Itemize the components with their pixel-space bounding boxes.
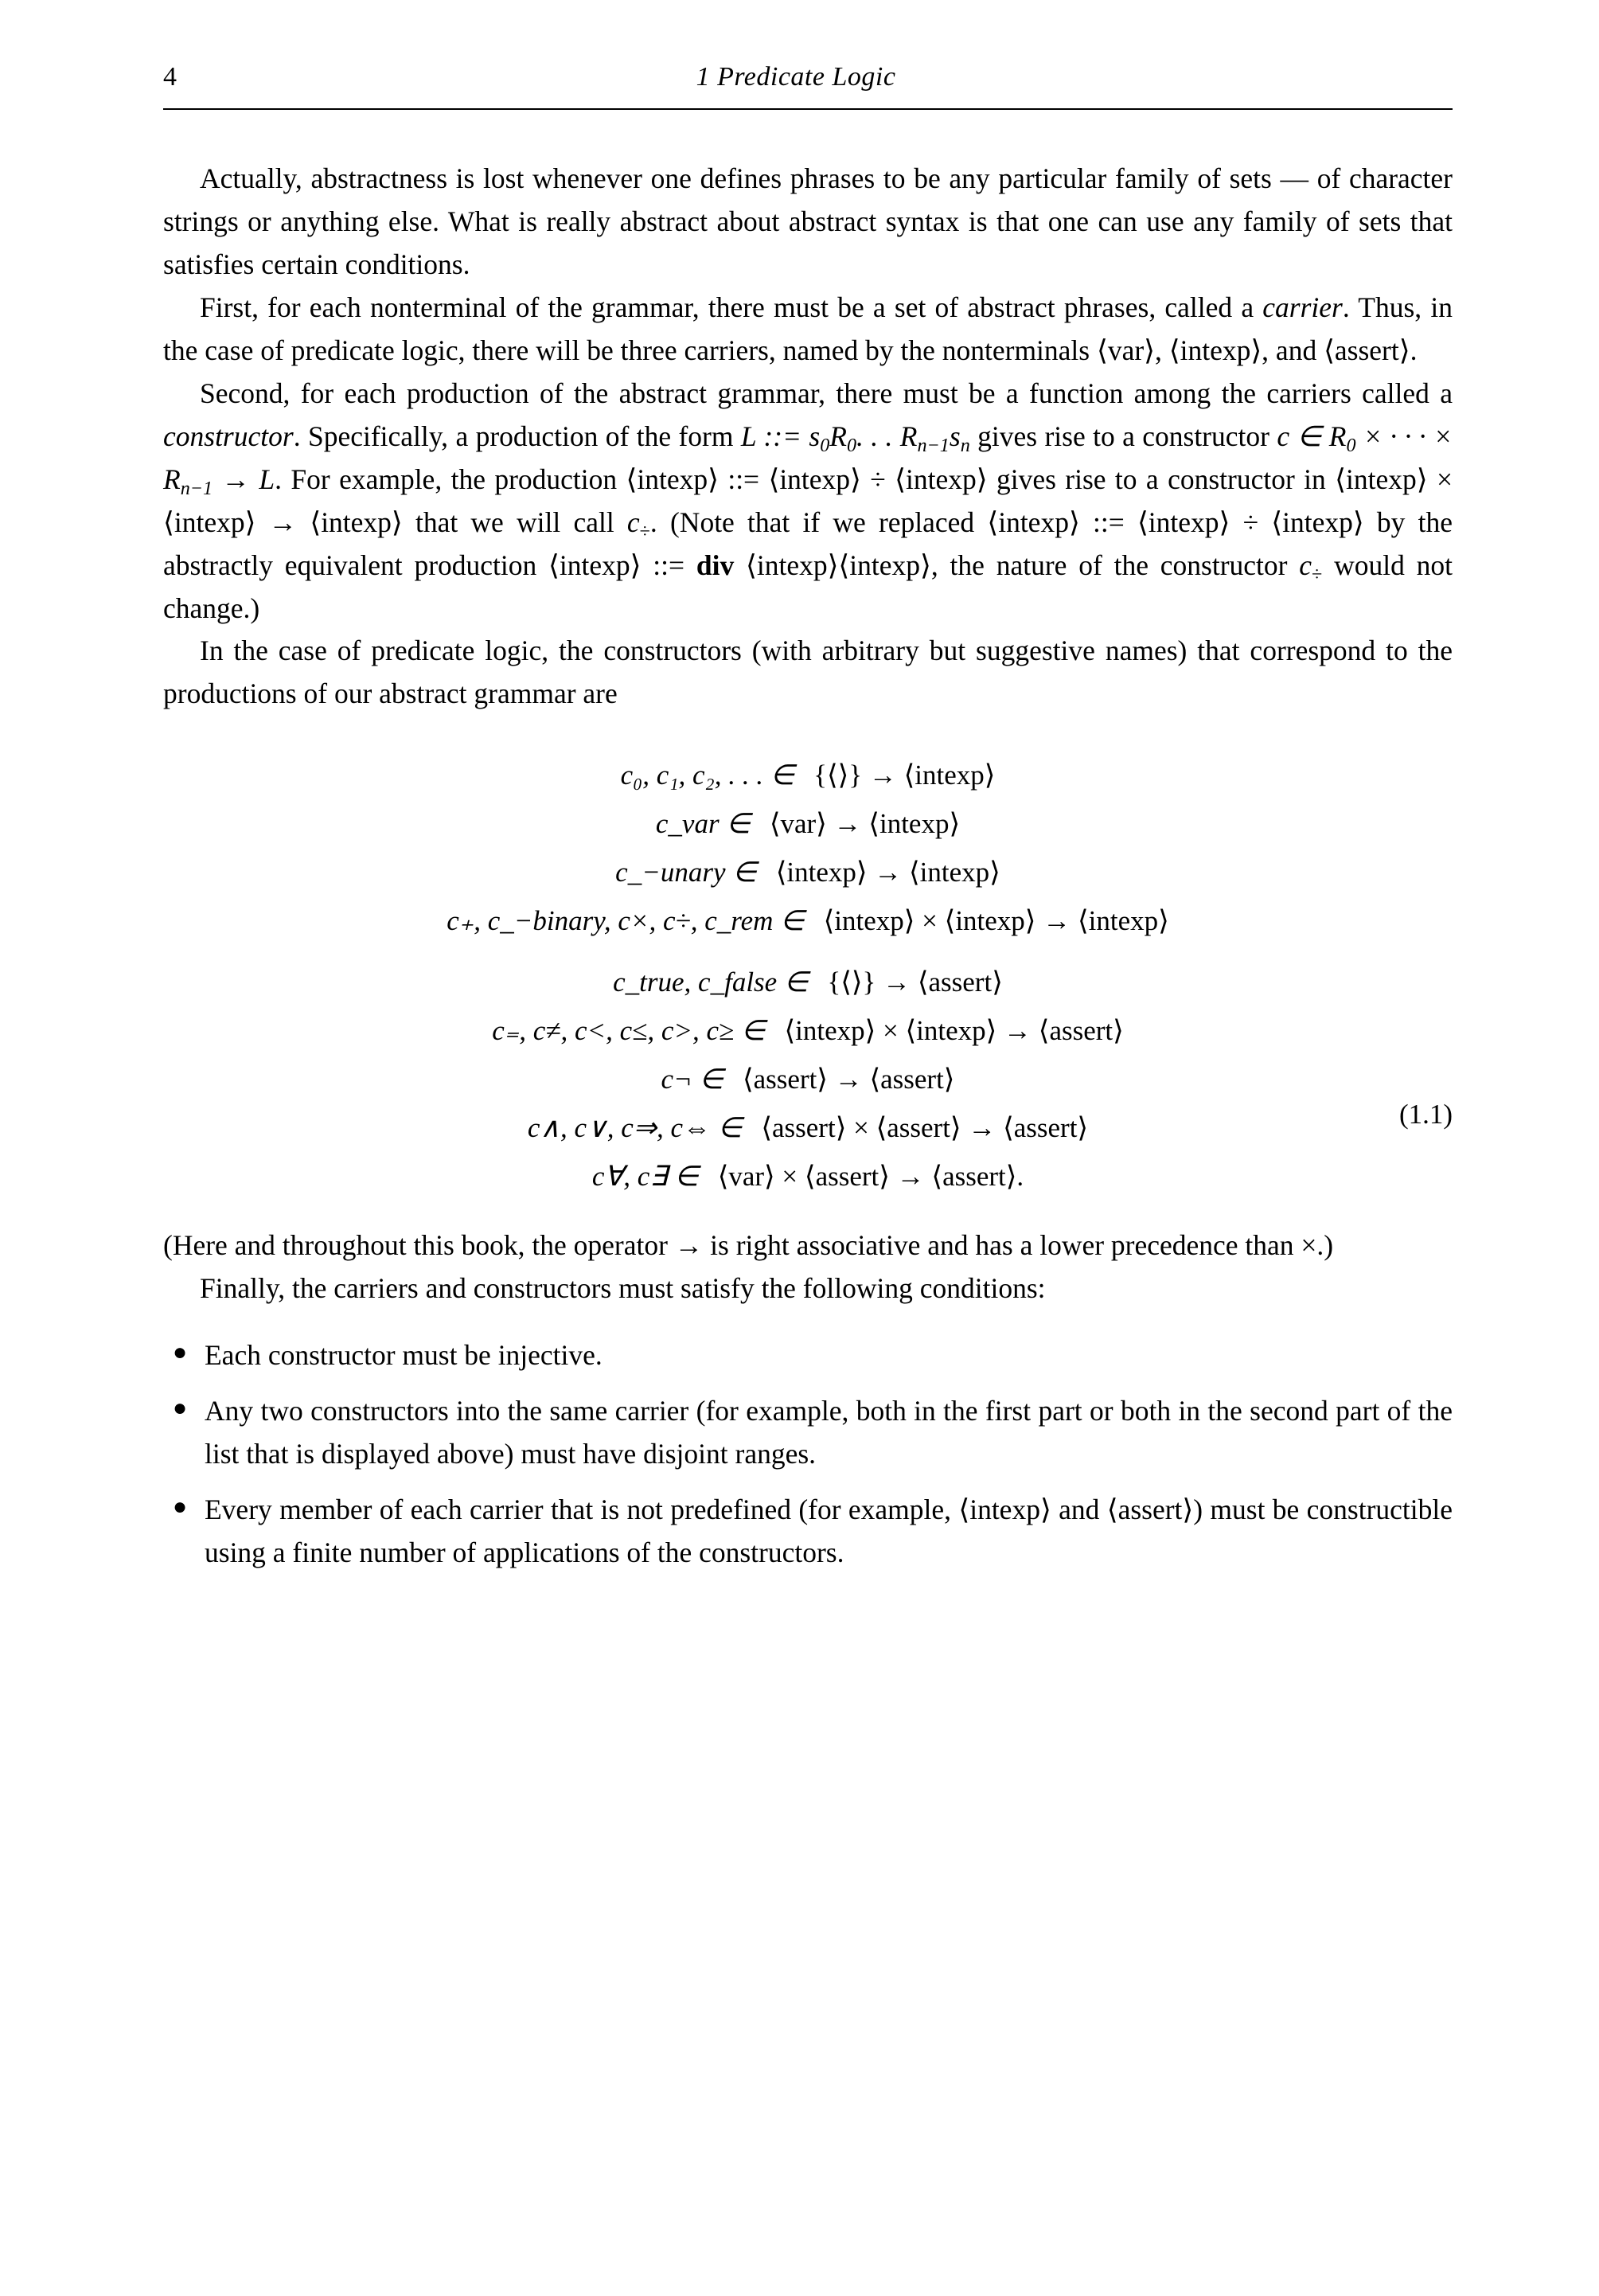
equation-lhs: c_−unary ∈ bbox=[615, 857, 757, 888]
bullet-icon: ● bbox=[173, 1339, 188, 1366]
formula-ct-part2: × · · · × R bbox=[163, 420, 1453, 495]
equation-rhs: ⟨intexp⟩ × ⟨intexp⟩ → ⟨intexp⟩ bbox=[823, 905, 1169, 937]
p3-text-c: gives rise to a constructor bbox=[969, 420, 1277, 452]
equation-lhs: c₀, c₁, c₂, . . . ∈ bbox=[620, 759, 795, 791]
equation-rhs: ⟨assert⟩ × ⟨assert⟩ → ⟨assert⟩ bbox=[761, 1112, 1089, 1144]
paragraph-1: Actually, abstractness is lost whenever one defines phrases to be any particular family of sets — of character strings or anything else. What is really abstract about abstract syntax is that one can use any family of sets that satisfies certain conditions. bbox=[163, 162, 1453, 280]
running-head bbox=[163, 62, 1453, 97]
equation-rhs: ⟨var⟩ → ⟨intexp⟩ bbox=[769, 808, 961, 840]
page-number: 4 bbox=[163, 62, 177, 92]
formula-ct-sub2: n−1 bbox=[180, 477, 213, 499]
equation-rhs: {⟨⟩} → ⟨intexp⟩ bbox=[813, 759, 996, 791]
equation-line bbox=[163, 896, 1453, 945]
running-title: 1 Predicate Logic bbox=[696, 62, 896, 92]
p3-text-b: . Specifically, a production of the form bbox=[293, 420, 741, 452]
equation-lhs: c_var ∈ bbox=[655, 808, 751, 840]
formula-ct-part1: c ∈ R bbox=[1277, 420, 1347, 452]
p2-text-b: . Thus, in the case of predicate logic, there will be three carriers, named by the nonterminals ⟨var⟩, ⟨intexp⟩, and ⟨assert⟩. bbox=[163, 291, 1453, 366]
list-item bbox=[163, 1489, 1453, 1575]
formula-production-part3: . . . R bbox=[856, 420, 918, 452]
paragraph-2 bbox=[163, 287, 1453, 373]
formula-production-part2: R bbox=[829, 420, 847, 452]
p3-text-g: would not change.) bbox=[163, 549, 1453, 624]
equation-rhs: ⟨var⟩ × ⟨assert⟩ → ⟨assert⟩. bbox=[717, 1161, 1024, 1193]
formula-cdiv-sub-2: ÷ bbox=[1312, 563, 1323, 585]
term-constructor: constructor bbox=[163, 420, 294, 452]
equation-rhs: ⟨assert⟩ → ⟨assert⟩ bbox=[742, 1064, 955, 1095]
formula-cdiv-letter-2: c bbox=[1299, 549, 1312, 581]
equation-line bbox=[163, 799, 1453, 848]
p2-text-a: First, for each nonterminal of the grammar, there must be a set of abstract phrases, called a bbox=[200, 291, 1263, 323]
list-item bbox=[163, 1334, 1453, 1377]
equation-lhs: c_true, c_false ∈ bbox=[613, 966, 809, 998]
formula-production-sub4: n bbox=[960, 434, 970, 456]
p3-text-f: ⟨intexp⟩⟨intexp⟩, the nature of the constructor bbox=[734, 549, 1300, 581]
formula-c-div-2 bbox=[1299, 549, 1323, 585]
bullet-icon: ● bbox=[173, 1395, 188, 1422]
equation-rhs: ⟨intexp⟩ × ⟨intexp⟩ → ⟨assert⟩ bbox=[784, 1015, 1124, 1047]
bullet-icon: ● bbox=[173, 1494, 188, 1521]
equation-line bbox=[163, 751, 1453, 799]
formula-ct-sub1: 0 bbox=[1346, 434, 1356, 456]
formula-production-part1: L ::= s bbox=[740, 420, 821, 452]
formula-production bbox=[740, 420, 970, 456]
keyword-div: div bbox=[696, 549, 735, 581]
equation-line bbox=[163, 958, 1453, 1006]
paragraph-6: Finally, the carriers and constructors must satisfy the following conditions: bbox=[200, 1272, 1046, 1305]
equation-line bbox=[163, 1152, 1453, 1201]
display-equation bbox=[163, 751, 1453, 1201]
equation-lhs: c∧, c∨, c⇒, c⇔ ∈ bbox=[527, 1112, 743, 1144]
formula-production-sub1: 0 bbox=[820, 434, 830, 456]
list-item-text: Every member of each carrier that is not predefined (for example, ⟨intexp⟩ and ⟨assert⟩) must be constructible using a finite number of applications of the constructors. bbox=[205, 1494, 1453, 1569]
equation-rhs: {⟨⟩} → ⟨assert⟩ bbox=[827, 966, 1003, 998]
formula-production-sub3: n−1 bbox=[917, 434, 950, 456]
equation-gap bbox=[163, 945, 1453, 958]
p3-text-d: . For example, the production ⟨intexp⟩ ::= ⟨intexp⟩ ÷ ⟨intexp⟩ gives rise to a constructor in ⟨intexp⟩ × ⟨intexp⟩ → ⟨intexp⟩ that we will call bbox=[163, 463, 1453, 538]
p3-text-a: Second, for each production of the abstract grammar, there must be a function among the carriers called a bbox=[200, 377, 1453, 409]
equation-lhs: c¬ ∈ bbox=[661, 1064, 723, 1095]
equation-number: (1.1) bbox=[1398, 1099, 1453, 1130]
term-carrier: carrier bbox=[1262, 291, 1343, 323]
formula-c-div-1 bbox=[626, 506, 650, 542]
equation-line bbox=[163, 1006, 1453, 1055]
formula-production-part4: s bbox=[949, 420, 961, 452]
equation-rhs: ⟨intexp⟩ → ⟨intexp⟩ bbox=[775, 857, 1000, 888]
conditions-list bbox=[163, 1334, 1453, 1575]
equation-line bbox=[163, 1103, 1453, 1152]
paragraph-5: (Here and throughout this book, the operator → is right associative and has a lower precedence than ×.) bbox=[163, 1229, 1334, 1262]
p3-text-e: . (Note that if we replaced ⟨intexp⟩ ::= ⟨intexp⟩ ÷ ⟨intexp⟩ by the abstractly equivalent production ⟨intexp⟩ ::= bbox=[163, 506, 1453, 581]
list-item bbox=[163, 1390, 1453, 1476]
equation-lhs: c₊, c_−binary, c×, c÷, c_rem ∈ bbox=[447, 905, 805, 937]
formula-production-sub2: 0 bbox=[846, 434, 856, 456]
list-item-text: Any two constructors into the same carrier (for example, both in the first part or both in the second part of the list that is displayed above) must have disjoint ranges. bbox=[205, 1395, 1453, 1470]
header-rule bbox=[163, 108, 1453, 110]
equation-lhs: c∀, c∃ ∈ bbox=[591, 1161, 699, 1193]
page-content bbox=[163, 62, 1453, 1587]
formula-cdiv-letter-1: c bbox=[626, 506, 640, 538]
equation-line bbox=[163, 1055, 1453, 1103]
formula-cdiv-sub-1: ÷ bbox=[639, 520, 650, 542]
paragraph-3 bbox=[163, 373, 1453, 631]
equation-line bbox=[163, 848, 1453, 896]
paragraph-4: In the case of predicate logic, the constructors (with arbitrary but suggestive names) that correspond to the productions of our abstract grammar are bbox=[163, 635, 1453, 710]
formula-ct-part3: → L bbox=[213, 463, 275, 495]
equation-lhs: c₌, c≠, c<, c≤, c>, c≥ ∈ bbox=[492, 1015, 766, 1047]
body-text bbox=[163, 158, 1453, 1575]
list-item-text: Each constructor must be injective. bbox=[205, 1339, 603, 1372]
